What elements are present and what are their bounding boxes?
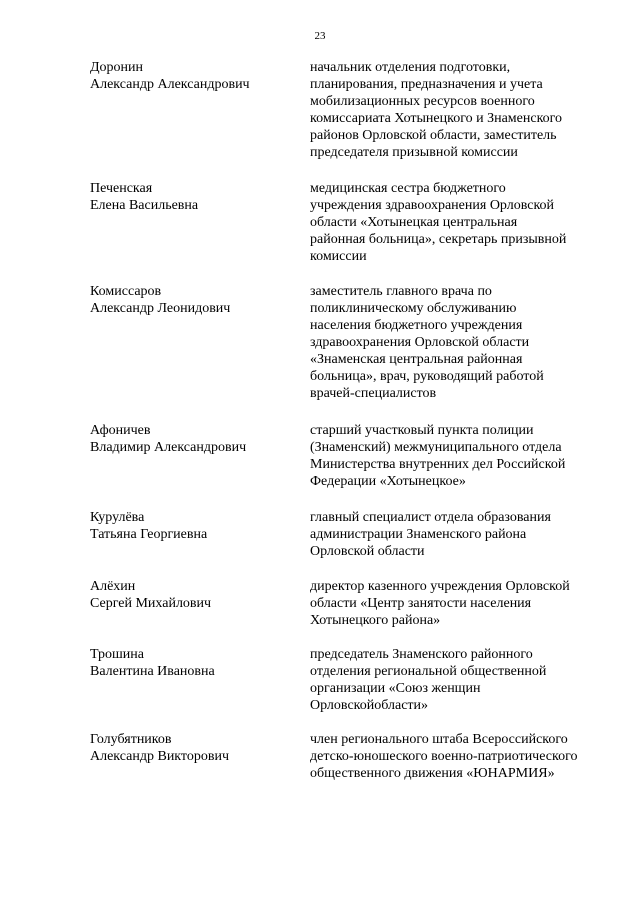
member-given-names: Владимир Александрович: [90, 440, 247, 455]
role-line: «Знаменская центральная районная: [310, 352, 523, 367]
role-line: медицинская сестра бюджетного: [310, 181, 506, 196]
member-surname: Голубятников: [90, 732, 172, 747]
role-line: (Знаменский) межмуниципального отдела: [310, 440, 562, 455]
member-role: [310, 646, 610, 714]
role-line: директор казенного учреждения Орловской: [310, 579, 570, 594]
role-line: учреждения здравоохранения Орловской: [310, 198, 555, 213]
role-line: общественного движения «ЮНАРМИЯ»: [310, 766, 555, 781]
member-surname: Трошина: [90, 647, 144, 662]
member-role: [310, 509, 610, 560]
role-line: заместитель главного врача по: [310, 284, 492, 299]
role-line: отделения региональной общественной: [310, 664, 547, 679]
role-line: здравоохранения Орловской области: [310, 335, 530, 350]
member-given-names: Александр Викторович: [90, 749, 230, 764]
role-line: районная больница», секретарь призывной: [310, 232, 567, 247]
role-line: старший участковый пункта полиции: [310, 423, 534, 438]
role-line: Орловскойобласти»: [310, 698, 429, 713]
member-name: [90, 578, 290, 612]
member-given-names: Валентина Ивановна: [90, 664, 215, 679]
role-line: больница», врач, руководящий работой: [310, 369, 544, 384]
member-surname: Печенская: [90, 181, 153, 196]
role-line: мобилизационных ресурсов военного: [310, 94, 535, 109]
role-line: врачей-специалистов: [310, 386, 437, 401]
role-line: начальник отделения подготовки,: [310, 60, 511, 75]
member-role: [310, 578, 610, 629]
role-line: председателя призывной комиссии: [310, 145, 518, 160]
role-line: области «Центр занятости населения: [310, 596, 532, 611]
role-line: организации «Союз женщин: [310, 681, 481, 696]
member-role: [310, 180, 610, 265]
member-name: [90, 59, 290, 93]
role-line: главный специалист отдела образования: [310, 510, 551, 525]
member-role: [310, 59, 610, 161]
role-line: Хотынецкого района»: [310, 613, 441, 628]
role-line: комиссариата Хотынецкого и Знаменского: [310, 111, 563, 126]
member-name: [90, 731, 290, 765]
member-surname: Алёхин: [90, 579, 136, 594]
role-line: районов Орловской области, заместитель: [310, 128, 557, 143]
role-line: планирования, предназначения и учета: [310, 77, 543, 92]
role-line: администрации Знаменского района: [310, 527, 527, 542]
role-line: Орловской области: [310, 544, 425, 559]
member-given-names: Татьяна Георгиевна: [90, 527, 208, 542]
role-line: детско-юношеского военно-патриотического: [310, 749, 578, 764]
member-surname: Доронин: [90, 60, 144, 75]
member-surname: Курулёва: [90, 510, 145, 525]
member-name: [90, 180, 290, 214]
member-given-names: Александр Леонидович: [90, 301, 231, 316]
member-given-names: Сергей Михайлович: [90, 596, 212, 611]
member-given-names: Александр Александрович: [90, 77, 250, 92]
role-line: Федерации «Хотынецкое»: [310, 474, 466, 489]
member-given-names: Елена Васильевна: [90, 198, 199, 213]
page-number: 23: [314, 30, 326, 42]
role-line: комиссии: [310, 249, 367, 264]
member-surname: Комиссаров: [90, 284, 162, 299]
member-surname: Афоничев: [90, 423, 151, 438]
role-line: член регионального штаба Всероссийского: [310, 732, 568, 747]
role-line: поликлиническому обслуживанию: [310, 301, 517, 316]
member-name: [90, 422, 290, 456]
role-line: населения бюджетного учреждения: [310, 318, 523, 333]
member-name: [90, 646, 290, 680]
role-line: председатель Знаменского районного: [310, 647, 533, 662]
member-name: [90, 283, 290, 317]
role-line: области «Хотынецкая центральная: [310, 215, 518, 230]
member-role: [310, 422, 610, 490]
member-role: [310, 283, 610, 402]
member-role: [310, 731, 610, 782]
role-line: Министерства внутренних дел Российской: [310, 457, 566, 472]
member-name: [90, 509, 290, 543]
